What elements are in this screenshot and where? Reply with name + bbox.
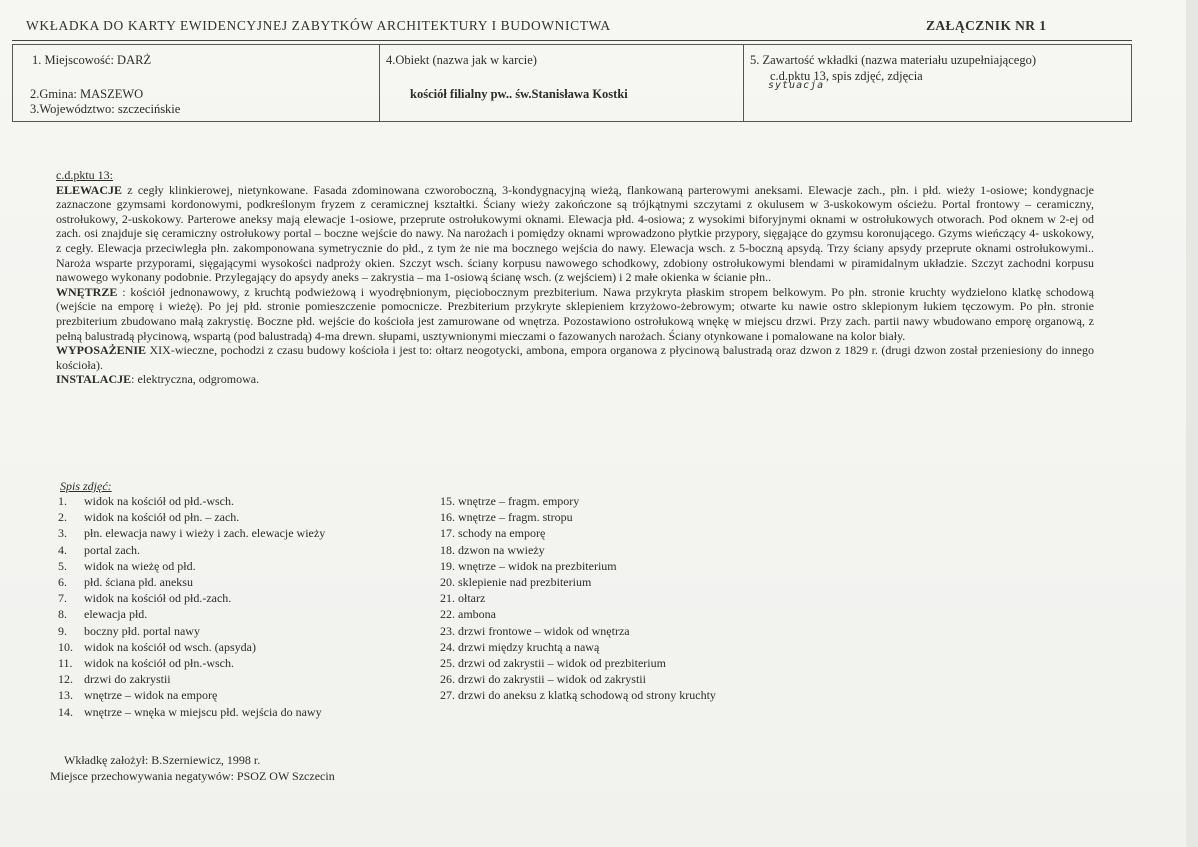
field-zawartosc-value: c.d.pktu 13, spis zdjęć, zdjęcia bbox=[770, 69, 923, 83]
list-item: 14. wnętrze – wnęka w miejscu płd. wejścia do nawy bbox=[58, 704, 322, 719]
list-item: 17. schody na emporę bbox=[440, 526, 546, 541]
field-zawartosc-label: 5. Zawartość wkładki (nazwa materiału uzupełniającego) bbox=[750, 53, 1036, 67]
wyposazenie-heading: WYPOSAŻENIE bbox=[56, 343, 147, 358]
list-item: 8. elewacja płd. bbox=[58, 607, 148, 622]
list-item: 18. dzwon na wwieży bbox=[440, 542, 545, 557]
instalacje-text: : elektryczna, odgromowa. bbox=[131, 372, 260, 387]
list-item: 3. płn. elewacja nawy i wieży i zach. elewacje wieży bbox=[58, 526, 326, 541]
field-miejscowosc: 1. Miejscowość: DARŻ bbox=[32, 53, 152, 67]
list-item: 24. drzwi między kruchtą a nawą bbox=[440, 639, 600, 654]
list-item: 16. wnętrze – fragm. stropu bbox=[440, 510, 573, 525]
info-divider-1 bbox=[379, 44, 380, 122]
handwritten-note: sytuacja bbox=[768, 80, 825, 91]
list-item: 2. widok na kościół od płn. – zach. bbox=[58, 510, 240, 525]
info-divider-2 bbox=[743, 44, 744, 122]
footer-storage: Miejsce przechowywania negatywów: PSOZ OW Szczecin bbox=[50, 769, 335, 783]
list-item: 9. boczny płd. portal nawy bbox=[58, 623, 200, 638]
elewacje-text: z cegły klinkierowej, nietynkowane. Fasada zdominowana czworoboczną, 3-kondygnacyjną wieżą, flankowaną parterowymi aneksami. Elewacje zach., płn. i płd. wieży 1-osiowe; kondygnacje zaznaczone gzymsami kordonowymi, podkreślonym fryzem z ceramicznej kształtki. Ściany wieży zakończone są trójkątnymi szczytami z okulusem w 3-uskokowym ościeżu. Portal frontowy – ceramiczny, ostrołukowy, 2-uskokowy. Parterowe aneksy mają elewacje 1-osiowe, przeprute ostrołukowymi oknami. Elewacja płd. 4-osiowa; z wysokimi biforyjnymi oknami w ostrołukowych otworach. Pod oknem w 2-ej od zach. osi znajduje się ceramiczny ostrołukowy portal – boczne wejście do nawy. Na narożach i pomiędzy oknami wprowadzono płytkie przypory, sięgające do gzymsu koronującego. Gzyms wieńczący 4- uskokowy, z cegły. Elewacja przeciwległa płn. zakomponowana symetrycznie do płd., z tym że nie ma bocznego wejścia do nawy. Elewacja wsch. z 5-boczną apsydą. Trzy ściany apsydy przeprute oknami ostrołukowymi.. Naroża wsparte przyporami, sięgającymi wysokości nadproży okien. Szczyt wsch. ściany korpusu nawowego schodkowy, zdobiony ostrołukowymi blendami w piramidalnym układzie. Szczyt zachodni korpusu nawowego wykonany podobnie. Przylegający do apsydy aneks – zakrystia – ma 1-osiową ścianę wsch. (z wejściem) i 2 małe okienka w ścianie płn.. bbox=[56, 182, 1094, 285]
list-item: 21. ołtarz bbox=[440, 591, 486, 606]
wyposazenie-text: XIX-wieczne, pochodzi z czasu budowy kościoła i jest to: ołtarz neogotycki, ambona, empora organowa z płycinową balustradą oraz dzwon z 1829 r. (drugi dzwon został przeniesiony do innego kościoła). bbox=[56, 343, 1094, 372]
list-item: 20. sklepienie nad prezbiterium bbox=[440, 575, 592, 590]
photo-list-title: Spis zdjęć: bbox=[60, 479, 112, 493]
list-item: 19. wnętrze – widok na prezbiterium bbox=[440, 558, 617, 573]
wnetrze-heading: WNĘTRZE bbox=[56, 284, 118, 299]
list-item: 13. wnętrze – widok na emporę bbox=[58, 688, 218, 703]
list-item: 1. widok na kościół od płd.-wsch. bbox=[58, 494, 234, 508]
list-item: 23. drzwi frontowe – widok od wnętrza bbox=[440, 623, 630, 638]
document-title: WKŁADKA DO KARTY EWIDENCYJNEJ ZABYTKÓW ARCHITEKTURY I BUDOWNICTWA bbox=[26, 18, 611, 33]
elewacje-heading: ELEWACJE bbox=[56, 182, 123, 197]
list-item: 15. wnętrze – fragm. empory bbox=[440, 494, 580, 508]
list-item: 22. ambona bbox=[440, 607, 496, 622]
photo-list-left bbox=[58, 493, 325, 720]
instalacje-heading: INSTALACJE bbox=[56, 372, 132, 387]
list-item: 11. widok na kościół od płn.-wsch. bbox=[58, 656, 234, 671]
description-text bbox=[56, 168, 1094, 387]
photo-list-right bbox=[440, 493, 716, 704]
list-item: 25. drzwi od zakrystii – widok od prezbiterium bbox=[440, 656, 666, 671]
attachment-label: ZAŁĄCZNIK NR 1 bbox=[926, 18, 1047, 33]
field-obiekt-label: 4.Obiekt (nazwa jak w karcie) bbox=[386, 53, 537, 67]
field-wojewodztwo: 3.Województwo: szczecińskie bbox=[30, 102, 181, 116]
list-item: 10. widok na kościół od wsch. (apsyda) bbox=[58, 639, 256, 654]
list-item: 26. drzwi do zakrystii – widok od zakrystii bbox=[440, 672, 646, 687]
list-item: 4. portal zach. bbox=[58, 542, 140, 557]
list-item: 27. drzwi do aneksu z klatką schodową od strony kruchty bbox=[440, 688, 716, 703]
scan-edge bbox=[1186, 0, 1198, 847]
document-header bbox=[16, 18, 1131, 40]
list-item: 7. widok na kościół od płd.-zach. bbox=[58, 591, 232, 606]
header-rule bbox=[12, 40, 1132, 41]
wnetrze-text: : kościół jednonawowy, z kruchtą podwieżową i wyodrębnionym, pięciobocznym prezbiterium. Nawa przykryta płaskim stropem belkowym. Po płn. stronie kruchty wydzielono klatkę schodową (wejście na emporę i wieżę). Po jej płd. stronie pomieszczenie pomocnicze. Prezbiterium przykryte sklepieniem krzyżowo-żebrowym; otwarte ku nawie ostro sklepionym łukiem tęczowym. Po płn. stronie prezbiterium zbudowano małą zakrystię. Boczne płd. wejście do kościoła jest zamurowane od wnętrza. Pozostawiono ostrołukową wnękę w miejscu drzwi. Przy zach. partii nawy wbudowano emporę organową, z pełną balustradą płycinową, wspartą (pod balustradą) 4-ma drewn. słupami, usztywnionymi mieczami o fazowanych narożach. Ściany otynkowane i pomalowane na kolor biały. bbox=[56, 284, 1094, 343]
field-gmina: 2.Gmina: MASZEWO bbox=[30, 87, 144, 101]
list-item: 5. widok na wieżę od płd. bbox=[58, 558, 196, 573]
list-item: 12. drzwi do zakrystii bbox=[58, 672, 171, 687]
list-item: 6. płd. ściana płd. aneksu bbox=[58, 575, 193, 590]
cd-label: c.d.pktu 13: bbox=[56, 168, 113, 182]
footer-author: Wkładkę założył: B.Szerniewicz, 1998 r. bbox=[64, 753, 261, 767]
field-obiekt-name: kościół filialny pw.. św.Stanisława Kostki bbox=[410, 87, 628, 101]
